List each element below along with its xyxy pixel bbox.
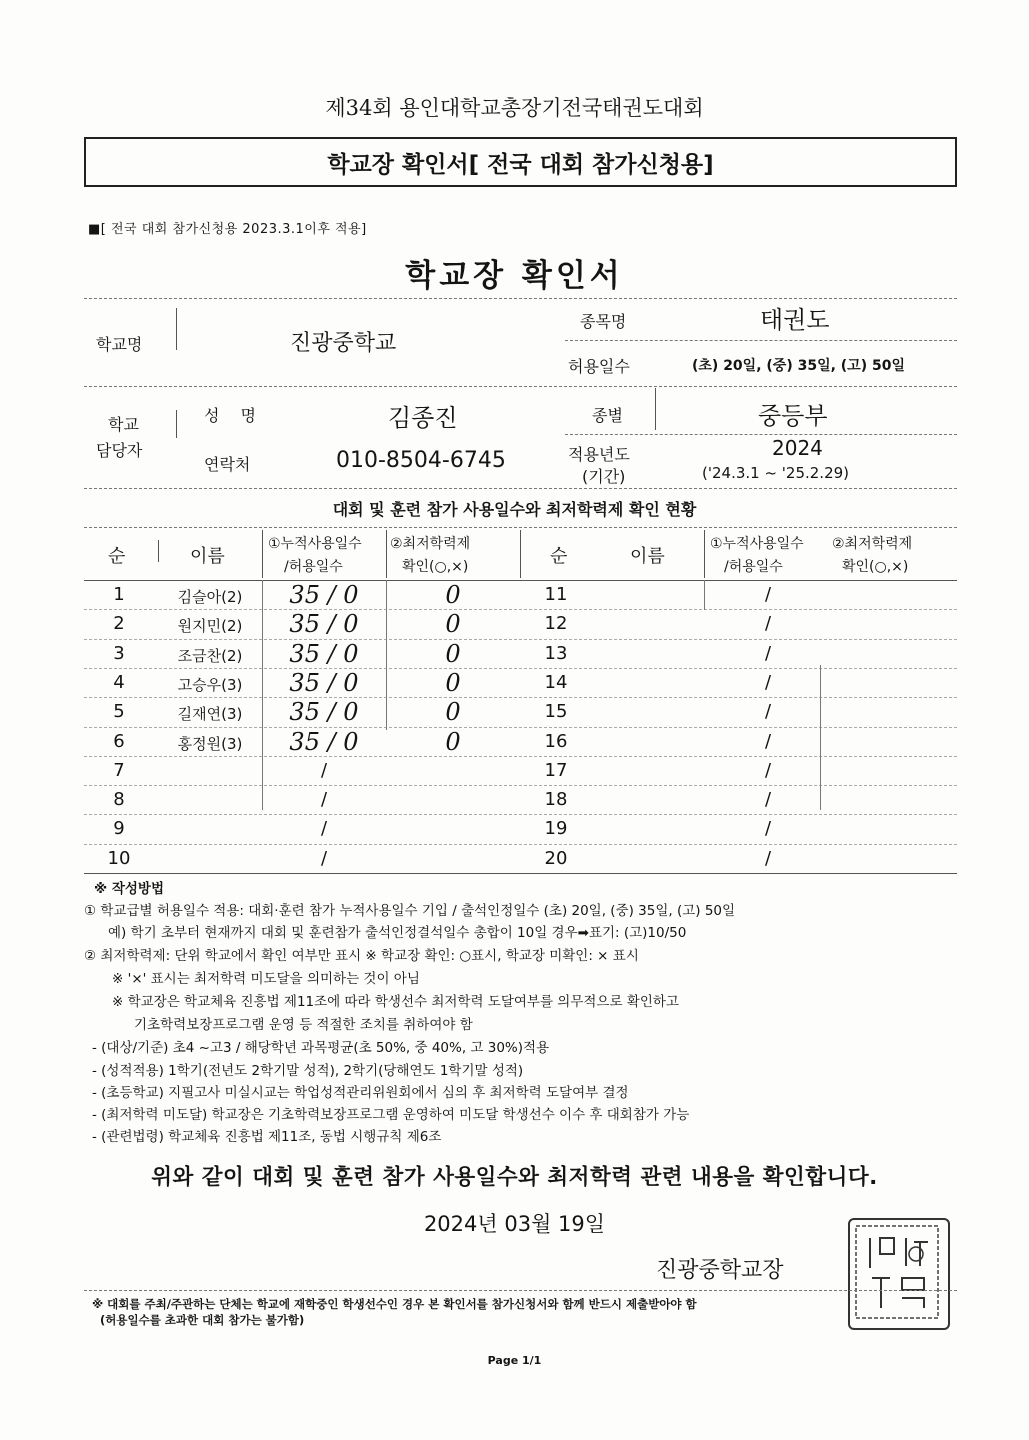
- row-separator: [84, 814, 957, 815]
- row-number: 13: [544, 642, 568, 664]
- column-divider: [704, 580, 705, 610]
- days-used: /: [764, 642, 772, 664]
- category-label: 종별: [592, 406, 623, 425]
- header-no-left: 순: [108, 546, 126, 567]
- page-number: Page 1/1: [487, 1354, 542, 1367]
- days-used: /: [320, 789, 328, 811]
- manager-name-value: 김종진: [388, 404, 458, 432]
- academic-check: 0: [445, 668, 461, 697]
- row-number: 15: [544, 701, 568, 723]
- row-separator: [84, 668, 957, 669]
- header-acad-left-2: 확인(○,×): [402, 559, 469, 575]
- allowed-days-value: (초) 20일, (중) 35일, (고) 50일: [692, 358, 905, 374]
- footnote: [92, 1296, 697, 1328]
- contact-value: 010-8504-6745: [336, 448, 506, 473]
- student-name: 원지민(2): [177, 617, 243, 636]
- days-used: /: [764, 671, 772, 693]
- info-divider-school: [176, 308, 177, 350]
- footnote-line-1: ※ 대회를 주최/주관하는 단체는 학교에 재학중인 학생선수인 경우 본 확인서를 참가신청서와 함께 반드시 제출받아야 함: [92, 1297, 697, 1311]
- row-number: 5: [113, 701, 125, 723]
- column-divider: [386, 580, 387, 730]
- row-number: 19: [544, 818, 568, 840]
- method-line-4: ※ '×' 표시는 최저학력 미도달을 의미하는 것이 아님: [112, 971, 420, 987]
- issue-date: 2024년 03월 19일: [423, 1212, 606, 1236]
- days-used: 35 / 0: [289, 639, 359, 668]
- apply-year-value: 2024: [772, 436, 823, 460]
- academic-check: 0: [445, 639, 461, 668]
- header-acad-right-1: ②최저학력제: [832, 536, 913, 552]
- header-no-right: 순: [550, 546, 568, 567]
- row-number: 18: [544, 789, 568, 811]
- school-label: 학교명: [96, 335, 143, 354]
- apply-period-value: ('24.3.1 ~ '25.2.29): [702, 464, 850, 482]
- row-number: 9: [113, 818, 125, 840]
- school-value: 진광중학교: [290, 331, 397, 356]
- document-title-box: [84, 137, 957, 187]
- category-value: 중등부: [758, 402, 828, 430]
- row-separator: [84, 697, 957, 698]
- info-bottom-line: [84, 488, 957, 489]
- days-used: /: [764, 818, 772, 840]
- academic-check: 0: [445, 610, 461, 639]
- row-number: 10: [107, 847, 131, 869]
- manager-label-1: 학교: [108, 415, 139, 434]
- student-name: 길재연(3): [177, 705, 243, 724]
- days-used: /: [764, 759, 772, 781]
- seal-graphic: [850, 1220, 944, 1324]
- row-separator: [84, 727, 957, 728]
- row-number: 12: [544, 613, 568, 635]
- info-line-school: [84, 386, 957, 387]
- days-used: 35 / 0: [289, 727, 359, 756]
- confirmation-statement: 위와 같이 대회 및 훈련 참가 사용일수와 최저학력 관련 내용을 확인합니다.: [151, 1165, 878, 1190]
- method-line-2: 예) 학기 초부터 현재까지 대회 및 훈련참가 출석인정결석일수 총합이 10일 경우➡표기: (고)10/50: [108, 925, 687, 941]
- info-line-category: [565, 434, 957, 435]
- method-line-5: ※ 학교장은 학교체육 진흥법 제11조에 따라 학생선수 최저학력 도달여부를 의무적으로 확인하고: [112, 994, 679, 1010]
- days-used: /: [764, 789, 772, 811]
- days-used: /: [320, 818, 328, 840]
- header-divider-center: [520, 530, 521, 578]
- row-separator: [84, 844, 957, 845]
- header-days-right-2: /허용일수: [724, 559, 783, 575]
- footnote-line-2: (허용일수를 초과한 대회 참가는 불가함): [100, 1313, 305, 1327]
- header-days-right-1: ①누적사용일수: [710, 536, 804, 552]
- row-number: 7: [113, 759, 125, 781]
- manager-name-label: 성 명: [204, 406, 256, 425]
- school-seal: [848, 1218, 950, 1330]
- header-divider-no: [158, 540, 159, 562]
- method-line-9: - (초등학교) 지필고사 미실시교는 학업성적관리위원회에서 심의 후 최저학력 도달여부 결정: [92, 1085, 629, 1101]
- row-number: 20: [544, 847, 568, 869]
- table-bottom-line: [84, 873, 957, 874]
- row-separator: [84, 609, 957, 610]
- academic-check: 0: [445, 727, 461, 756]
- document-title: 학교장 확인서[ 전국 대회 참가신청용]: [327, 151, 714, 178]
- days-used: /: [764, 701, 772, 723]
- row-number: 17: [544, 759, 568, 781]
- info-divider-category: [655, 388, 656, 430]
- days-used: 35 / 0: [289, 668, 359, 697]
- column-divider: [820, 665, 821, 810]
- row-number: 4: [113, 671, 125, 693]
- footnote-line: [84, 1290, 957, 1291]
- days-used: 35 / 0: [289, 610, 359, 639]
- method-heading: ※ 작성방법: [94, 881, 164, 897]
- info-line-sport: [565, 340, 957, 341]
- column-divider: [262, 580, 263, 810]
- academic-check: 0: [445, 581, 461, 609]
- application-note: ■[ 전국 대회 참가신청용 2023.3.1이후 적용]: [88, 222, 367, 237]
- method-line-11: - (관련법령) 학교체육 진흥법 제11조, 동법 시행규칙 제6조: [92, 1129, 442, 1145]
- academic-check: 0: [445, 698, 461, 727]
- method-line-3: ② 최저학력제: 단위 학교에서 확인 여부만 표시 ※ 학교장 확인: ○표시, 학교장 미확인: × 표시: [84, 948, 639, 964]
- header-divider-right-name: [704, 530, 705, 578]
- method-line-8: - (성적적용) 1학기(전년도 2학기말 성적), 2학기(당해연도 1학기말 성적): [92, 1063, 524, 1079]
- manager-label-2: 담당자: [96, 441, 143, 460]
- days-used: /: [764, 613, 772, 635]
- method-line-6: 기초학력보장프로그램 운영 등 적절한 조치를 취하여야 함: [134, 1017, 473, 1033]
- allowed-days-label: 허용일수: [568, 357, 630, 376]
- row-number: 3: [113, 642, 125, 664]
- row-separator: [84, 785, 957, 786]
- apply-period-label: (기간): [582, 467, 626, 486]
- method-line-1: ① 학교급별 허용일수 적용: 대회·훈련 참가 누적사용일수 기입 / 출석인정일수 (초) 20일, (중) 35일, (고) 50일: [84, 903, 736, 919]
- student-name: 김슬아(2): [177, 588, 243, 606]
- sport-label: 종목명: [580, 312, 627, 331]
- principal-name: 진광중학교장: [656, 1258, 784, 1283]
- student-name: 조금찬(2): [177, 646, 243, 665]
- days-used: 35 / 0: [289, 698, 359, 727]
- table-header-line: [84, 580, 957, 581]
- days-used: /: [764, 584, 772, 605]
- sport-value: 태권도: [760, 306, 830, 334]
- row-separator: [84, 756, 957, 757]
- header-days-left-2: /허용일수: [284, 559, 343, 575]
- header-divider-name: [262, 530, 263, 578]
- row-number: 14: [544, 671, 568, 693]
- info-divider-manager: [176, 410, 177, 438]
- row-number: 11: [544, 584, 568, 605]
- header-days-left-1: ①누적사용일수: [268, 536, 362, 552]
- header-acad-left-1: ②최저학력제: [390, 536, 471, 552]
- days-used: /: [320, 847, 328, 869]
- days-used: /: [320, 759, 328, 781]
- days-used: /: [764, 847, 772, 869]
- info-top-line: [84, 298, 957, 299]
- header-name-right: 이름: [630, 546, 665, 567]
- table-top-line: [84, 527, 957, 528]
- method-line-10: - (최저학력 미도달) 학교장은 기초학력보장프로그램 운영하여 미도달 학생선수 이수 후 대회참가 가능: [92, 1107, 690, 1123]
- row-separator: [84, 639, 957, 640]
- main-title: 학교장 확인서: [405, 258, 624, 294]
- student-name: 홍정원(3): [177, 734, 243, 753]
- header-acad-right-2: 확인(○,×): [842, 559, 909, 575]
- row-number: 16: [544, 730, 568, 752]
- row-number: 2: [113, 613, 125, 635]
- row-number: 6: [113, 730, 125, 752]
- contact-label: 연락처: [204, 455, 251, 474]
- method-line-7: - (대상/기준) 초4 ~고3 / 해당학년 과목평균(초 50%, 중 40%, 고 30%)적용: [92, 1040, 550, 1056]
- student-name: 고승우(3): [177, 675, 243, 694]
- row-number: 1: [113, 584, 125, 605]
- days-used: /: [764, 730, 772, 752]
- header-divider-days: [386, 530, 387, 578]
- row-number: 8: [113, 789, 125, 811]
- header-name-left: 이름: [190, 546, 225, 567]
- apply-year-label: 적용년도: [568, 445, 630, 464]
- days-used: 35 / 0: [289, 581, 359, 609]
- table-title: 대회 및 훈련 참가 사용일수와 최저학력제 확인 현황: [332, 500, 697, 519]
- contest-title: 제34회 용인대학교총장기전국태권도대회: [325, 96, 704, 120]
